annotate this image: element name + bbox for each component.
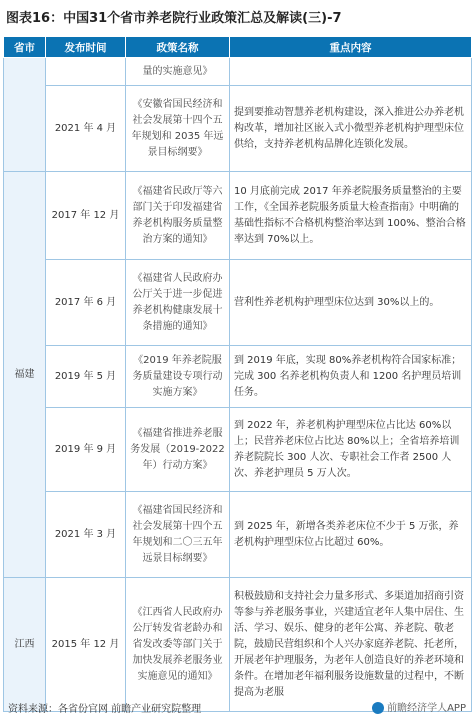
content-cell: 10 月底前完成 2017 年养老院服务质量整治的主要工作，《全国养老院服务质量大检查指南》中明确的基础性指标不合格机构整治率达到 100%、整治合格率达到 70%以上。	[230, 172, 472, 260]
province-cell-jiangxi: 江西	[4, 578, 46, 712]
table-row	[4, 58, 472, 86]
policy-cell: 《福建省国民经济和社会发展第十四个五年规划和二〇三五年远景目标纲要》	[126, 492, 230, 578]
header-date: 发布时间	[46, 37, 126, 58]
content-cell: 到 2025 年，新增各类养老床位不少于 5 万张，养老机构护理型床位占比超过 60%。	[230, 492, 472, 578]
content-cell: 积极鼓励和支持社会力量多形式、多渠道加招商引资等参与养老服务事业，兴建适宜老年人集中居住、生活、学习、娱乐、健身的老年公寓、养老院、敬老院，鼓励民营组织和个人兴办家庭养老院、托老所，开展老年护理服务，为老年人创造良好的养老环境和条件。在增加老年福利服务设施数量的过程中，不断提高为老服	[230, 578, 472, 712]
date-cell: 2017 年 6 月	[46, 260, 126, 346]
province-cell	[4, 58, 46, 172]
province-cell-fujian: 福建	[4, 172, 46, 578]
table-header-row	[4, 37, 472, 58]
policy-cell: 《福建省人民政府办公厅关于进一步促进养老机构健康发展十条措施的通知》	[126, 260, 230, 346]
content-cell: 到 2019 年底，实现 80%养老机构符合国家标准；完成 300 名养老机构负责人和 1200 名护理员培训任务。	[230, 346, 472, 408]
table-row	[4, 492, 472, 578]
table-row	[4, 260, 472, 346]
date-cell	[46, 58, 126, 86]
date-cell: 2021 年 4 月	[46, 86, 126, 172]
date-cell: 2017 年 12 月	[46, 172, 126, 260]
table-row	[4, 408, 472, 492]
content-cell: 营利性养老机构护理型床位达到 30%以上的。	[230, 260, 472, 346]
table-row	[4, 172, 472, 260]
brand-label: 前瞻经济学人APP	[387, 703, 466, 714]
table-row	[4, 86, 472, 172]
table-row	[4, 346, 472, 408]
content-cell	[230, 58, 472, 86]
content-cell: 到 2022 年，养老机构护理型床位占比达 60%以上；民营养老床位占比达 80%以上；全省培养培训养老院院长 300 人次、专职社会工作者 2500 人次、养老护理员 5 万人次。	[230, 408, 472, 492]
policy-cell: 《福建省民政厅等六部门关于印发福建省养老机构服务质量整治方案的通知》	[126, 172, 230, 260]
header-province: 省市	[4, 37, 46, 58]
content-cell: 提到要推动智慧养老机构建设，深入推进公办养老机构改革，增加社区嵌入式小微型养老机构护理型床位供给，支持养老机构品牌化连锁化发展。	[230, 86, 472, 172]
figure-title: 图表16：中国31个省市养老院行业政策汇总及解读(三)-7	[6, 11, 342, 26]
table-row	[4, 578, 472, 712]
header-content: 重点内容	[230, 37, 472, 58]
qianzhan-logo-icon	[372, 702, 384, 714]
policy-table	[3, 36, 472, 712]
policy-cell: 《2019 年养老院服务质量建设专项行动实施方案》	[126, 346, 230, 408]
policy-cell: 《江西省人民政府办公厅转发省老龄办和省发改委等部门关于加快发展养老服务业实施意见的通知》	[126, 578, 230, 712]
policy-cell: 《安徽省国民经济和社会发展第十四个五年规划和 2035 年远景目标纲要》	[126, 86, 230, 172]
brand-mark	[372, 699, 466, 714]
policy-cell: 《福建省推进养老服务发展（2019-2022 年）行动方案》	[126, 408, 230, 492]
header-policy: 政策名称	[126, 37, 230, 58]
date-cell: 2021 年 3 月	[46, 492, 126, 578]
policy-cell: 量的实施意见》	[126, 58, 230, 86]
date-cell: 2015 年 12 月	[46, 578, 126, 712]
source-note: 资料来源：各省份官网 前瞻产业研究院整理	[8, 704, 202, 715]
date-cell: 2019 年 5 月	[46, 346, 126, 408]
date-cell: 2019 年 9 月	[46, 408, 126, 492]
